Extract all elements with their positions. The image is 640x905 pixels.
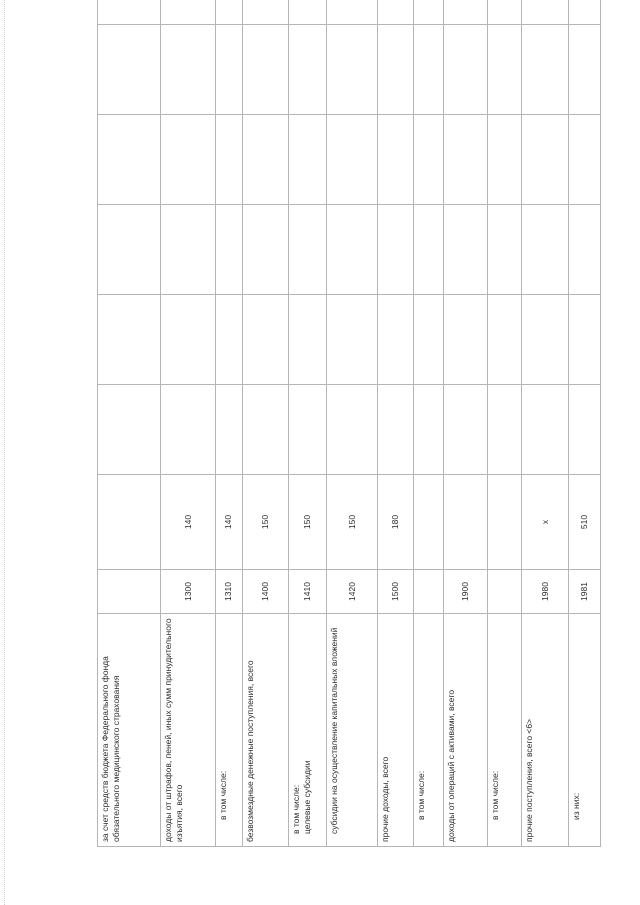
table-row xyxy=(413,0,443,847)
value-cell xyxy=(289,115,327,205)
row-kbk: 510 xyxy=(568,475,600,570)
value-cell xyxy=(568,385,600,475)
row-kbk: 150 xyxy=(327,475,377,570)
row-label: из них: xyxy=(568,614,600,847)
value-cell xyxy=(327,295,377,385)
value-cell xyxy=(568,295,600,385)
row-label-line: целевые субсидии xyxy=(301,760,312,834)
value-cell xyxy=(413,115,443,205)
row-label: прочие поступления, всего <6> xyxy=(522,614,568,847)
value-cell xyxy=(377,25,413,115)
row-kbk xyxy=(413,475,443,570)
value-cell xyxy=(377,205,413,295)
value-cell xyxy=(522,295,568,385)
table-row xyxy=(242,0,288,847)
row-label: субсидии на осуществление капитальных вложений xyxy=(327,614,377,847)
table-row xyxy=(215,0,242,847)
value-cell xyxy=(377,295,413,385)
value-cell xyxy=(568,115,600,205)
row-last-value xyxy=(377,0,413,25)
value-cell xyxy=(488,205,522,295)
row-label: в том числе: xyxy=(488,614,522,847)
value-cell xyxy=(242,115,288,205)
value-cell xyxy=(327,25,377,115)
value-cell xyxy=(215,295,242,385)
row-label: доходы от штрафов, пеней, иных сумм принудительного изъятия, всего xyxy=(161,614,215,847)
value-cell xyxy=(98,25,161,115)
value-cell xyxy=(488,385,522,475)
value-cell xyxy=(413,25,443,115)
value-cell xyxy=(522,25,568,115)
scan-margin-line xyxy=(0,0,5,905)
value-cell xyxy=(215,25,242,115)
row-kbk: x xyxy=(522,475,568,570)
value-cell xyxy=(522,115,568,205)
value-cell xyxy=(413,205,443,295)
row-label: в том числе: xyxy=(215,614,242,847)
value-cell xyxy=(444,295,488,385)
value-cell xyxy=(289,385,327,475)
value-cell xyxy=(488,295,522,385)
rotated-table-container xyxy=(97,60,601,847)
value-cell xyxy=(488,115,522,205)
row-last-value xyxy=(215,0,242,25)
row-kbk: 150 xyxy=(289,475,327,570)
value-cell xyxy=(444,205,488,295)
row-code: 1420 xyxy=(327,570,377,614)
row-code: 1980 xyxy=(522,570,568,614)
table-row xyxy=(98,0,161,847)
value-cell xyxy=(377,385,413,475)
row-label-line: в том числе: xyxy=(291,784,302,834)
value-cell xyxy=(327,385,377,475)
value-cell xyxy=(161,295,215,385)
value-cell xyxy=(242,385,288,475)
value-cell xyxy=(242,205,288,295)
value-cell xyxy=(215,205,242,295)
row-kbk: 150 xyxy=(242,475,288,570)
row-code: 1400 xyxy=(242,570,288,614)
row-code: 1981 xyxy=(568,570,600,614)
value-cell xyxy=(215,385,242,475)
row-kbk xyxy=(98,475,161,570)
value-cell xyxy=(413,385,443,475)
table-row xyxy=(488,0,522,847)
value-cell xyxy=(215,115,242,205)
table-row xyxy=(444,0,488,847)
row-code: 1900 xyxy=(444,570,488,614)
value-cell xyxy=(289,25,327,115)
row-label: за счет средств бюджета Федерального фонда обязательного медицинского страхования xyxy=(98,614,161,847)
row-label: безвозмездные денежные поступления, всего xyxy=(242,614,288,847)
value-cell xyxy=(444,115,488,205)
row-label: в том числе: xyxy=(413,614,443,847)
row-kbk: 180 xyxy=(377,475,413,570)
row-code xyxy=(488,570,522,614)
value-cell xyxy=(444,385,488,475)
value-cell xyxy=(327,205,377,295)
value-cell xyxy=(444,25,488,115)
table-row xyxy=(161,0,215,847)
value-cell xyxy=(327,115,377,205)
value-cell xyxy=(161,25,215,115)
row-last-value xyxy=(413,0,443,25)
value-cell xyxy=(522,385,568,475)
value-cell xyxy=(98,205,161,295)
row-last-value xyxy=(488,0,522,25)
row-kbk: 140 xyxy=(215,475,242,570)
row-last-value xyxy=(568,0,600,25)
value-cell xyxy=(98,295,161,385)
value-cell xyxy=(413,295,443,385)
row-last-value xyxy=(161,0,215,25)
row-last-value xyxy=(289,0,327,25)
value-cell xyxy=(568,25,600,115)
row-kbk xyxy=(444,475,488,570)
row-last-value xyxy=(522,0,568,25)
income-table xyxy=(97,0,601,847)
row-code xyxy=(98,570,161,614)
table-row xyxy=(377,0,413,847)
table-row xyxy=(522,0,568,847)
row-code: 1500 xyxy=(377,570,413,614)
value-cell xyxy=(161,115,215,205)
table-row xyxy=(327,0,377,847)
row-last-value xyxy=(327,0,377,25)
value-cell xyxy=(488,25,522,115)
table-row xyxy=(568,0,600,847)
row-kbk xyxy=(488,475,522,570)
value-cell xyxy=(242,25,288,115)
value-cell xyxy=(98,115,161,205)
row-kbk: 140 xyxy=(161,475,215,570)
value-cell xyxy=(568,205,600,295)
value-cell xyxy=(98,385,161,475)
row-last-value xyxy=(242,0,288,25)
value-cell xyxy=(377,115,413,205)
row-code: 1310 xyxy=(215,570,242,614)
value-cell xyxy=(289,205,327,295)
value-cell xyxy=(242,295,288,385)
row-last-value xyxy=(444,0,488,25)
row-last-value xyxy=(98,0,161,25)
value-cell xyxy=(522,205,568,295)
table-row xyxy=(289,0,327,847)
row-label xyxy=(289,614,327,847)
row-label: прочие доходы, всего xyxy=(377,614,413,847)
value-cell xyxy=(289,295,327,385)
row-code: 1300 xyxy=(161,570,215,614)
value-cell xyxy=(161,385,215,475)
row-label: доходы от операций с активами, всего xyxy=(444,614,488,847)
value-cell xyxy=(161,205,215,295)
row-code: 1410 xyxy=(289,570,327,614)
row-code xyxy=(413,570,443,614)
